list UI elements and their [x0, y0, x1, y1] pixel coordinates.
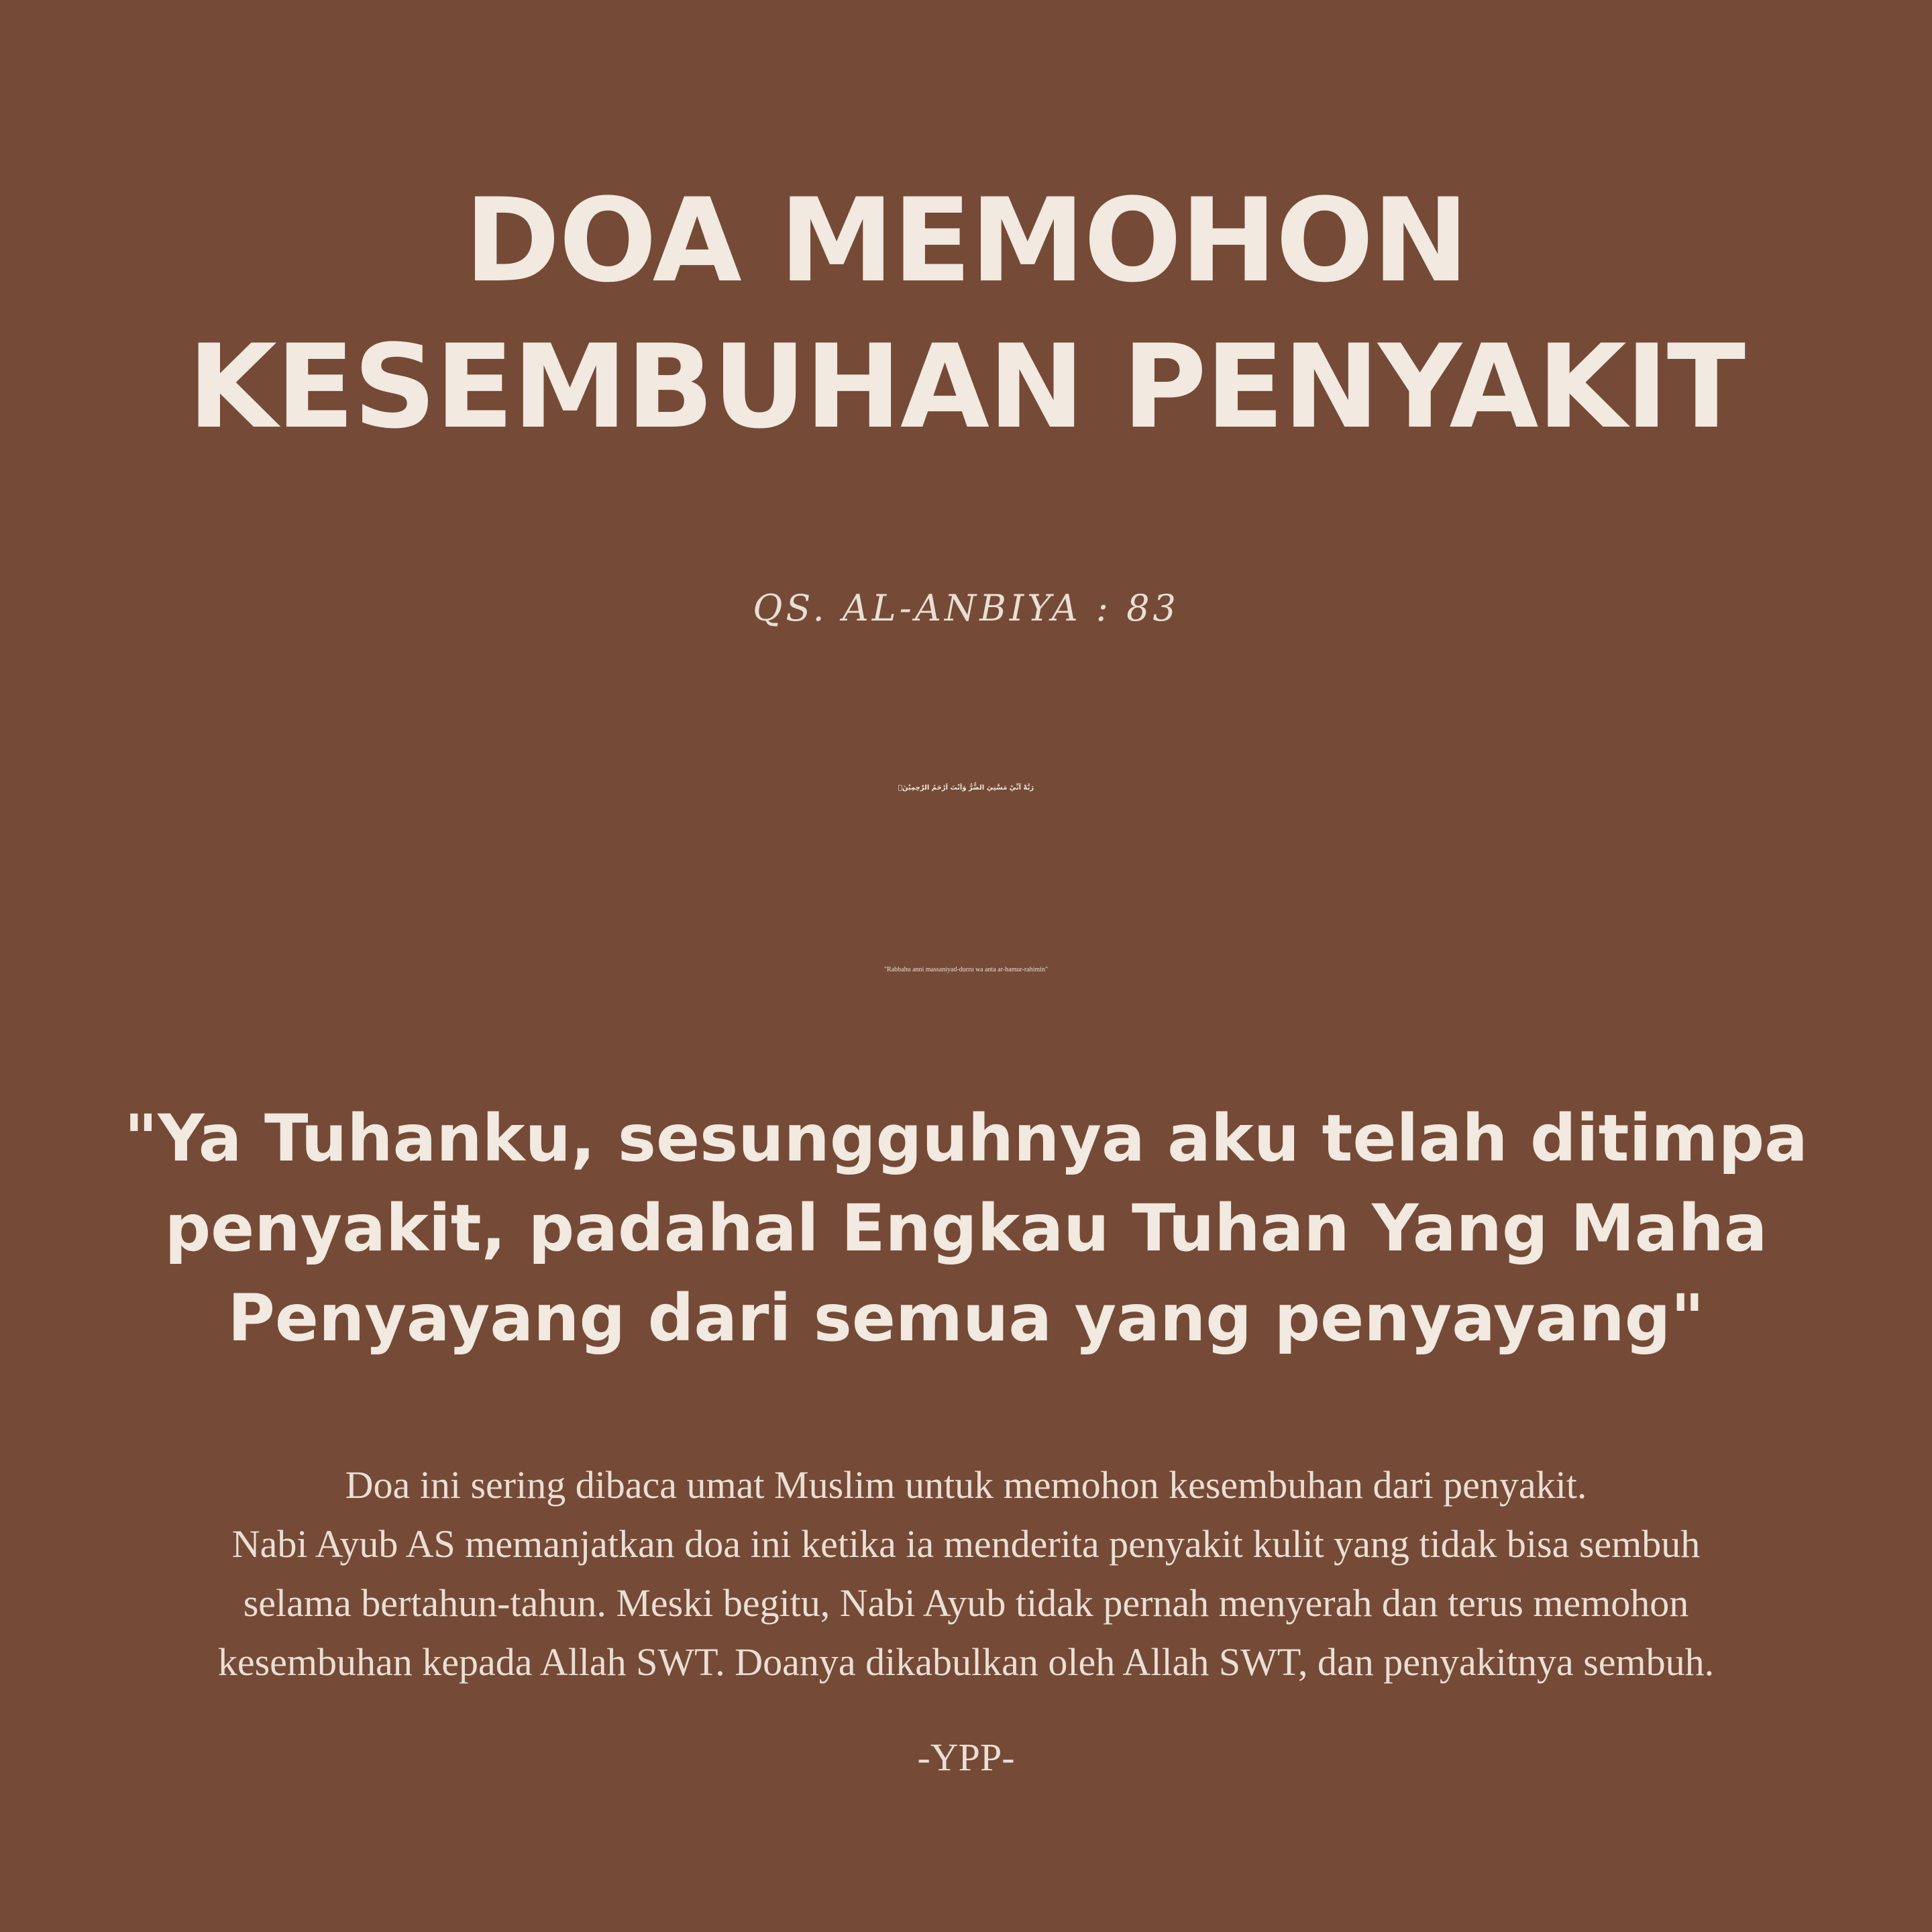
- description-line: Doa ini sering dibaca umat Muslim untuk memohon kesembuhan dari penyakit.: [345, 1463, 1587, 1507]
- translation-line: Penyayang dari semua yang penyayang": [227, 1281, 1705, 1356]
- description-line: selama bertahun-tahun. Meski begitu, Nabi Ayub tidak pernah menyerah dan terus memohon: [243, 1581, 1689, 1625]
- title-line: KESEMBUHAN PENYAKIT: [187, 319, 1745, 454]
- title-line: DOA MEMOHON: [464, 173, 1468, 308]
- translation-line: "Ya Tuhanku, sesungguhnya aku telah ditimpa: [124, 1101, 1808, 1176]
- description: [0, 1456, 1932, 1692]
- description-line: kesembuhan kepada Allah SWT. Doanya dikabulkan oleh Allah SWT, dan penyakitnya sembuh.: [217, 1640, 1715, 1684]
- translation-line: penyakit, padahal Engkau Tuhan Yang Maha: [164, 1191, 1768, 1266]
- transliteration: "Rabbahu anni massaniyad-durru wa anta ar-hamur-rahimin": [883, 966, 1049, 973]
- arabic-verse: رَبَّهٗٓ اَنِّيْ مَسَّنِيَ الضُّرُّ وَاَنْتَ اَرْحَمُ الرّٰحِمِيْنَۚ: [898, 784, 1034, 792]
- translation: [0, 1093, 1932, 1363]
- description-line: Nabi Ayub AS memanjatkan doa ini ketika ia menderita penyakit kulit yang tidak bisa sembuh: [231, 1522, 1701, 1566]
- poster-title: [0, 168, 1932, 460]
- quran-reference: QS. AL-ANBIYA : 83: [753, 587, 1179, 629]
- signature: -YPP-: [917, 1735, 1015, 1779]
